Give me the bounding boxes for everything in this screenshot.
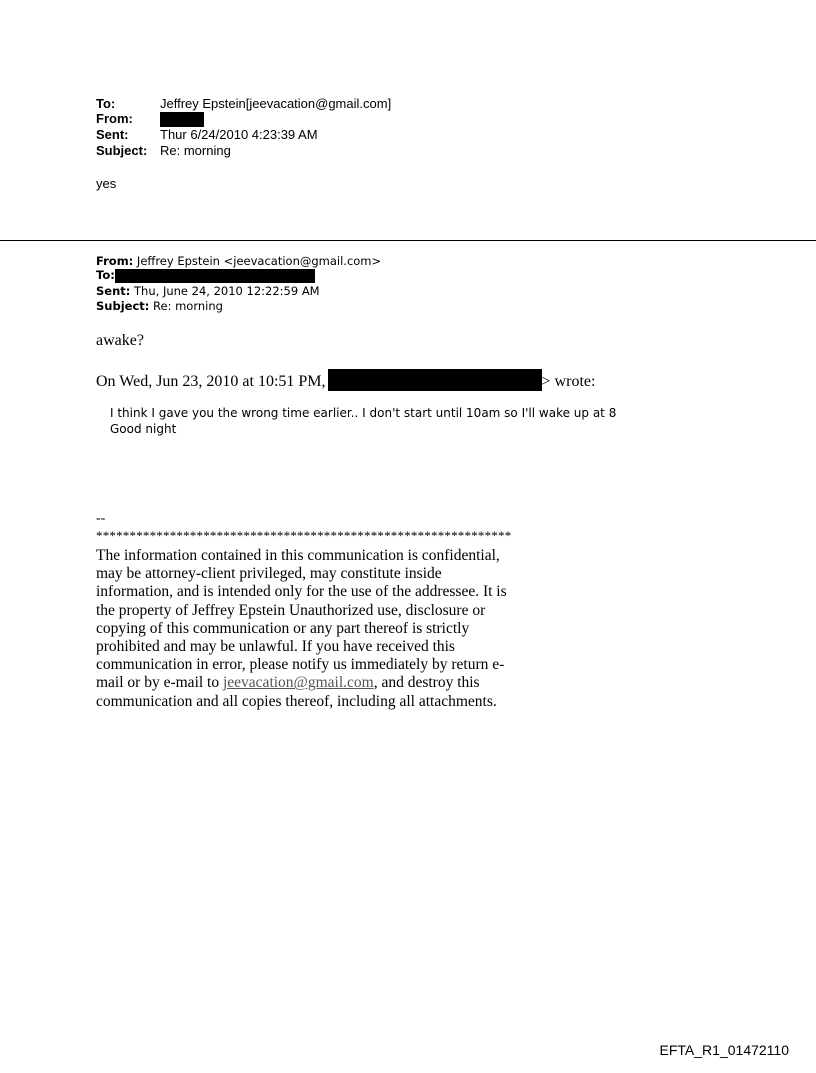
document-id: EFTA_R1_01472110 — [659, 1042, 789, 1058]
inner-subject-value: Re: morning — [149, 299, 223, 313]
outer-sent-label: Sent: — [96, 127, 129, 142]
redaction-block — [115, 269, 315, 283]
inner-to-label: To: — [96, 268, 115, 282]
inner-from-line — [96, 254, 381, 268]
outer-subject-value: Re: morning — [160, 143, 231, 158]
inner-subject-label: Subject: — [96, 299, 150, 313]
inner-to-line — [96, 268, 315, 283]
quoted-line: I think I gave you the wrong time earlier.. I don't start until 10am so I'll wake up at 8 — [110, 406, 617, 420]
outer-to-line — [96, 96, 391, 111]
inner-sent-value: Thu, June 24, 2010 12:22:59 AM — [130, 284, 320, 298]
outer-from-label: From: — [96, 111, 133, 126]
outer-body-text: yes — [96, 176, 117, 191]
inner-sent-line — [96, 284, 320, 298]
outer-to-value: Jeffrey Epstein[jeevacation@gmail.com] — [160, 96, 392, 111]
quote-intro — [96, 369, 595, 391]
redaction-block — [328, 369, 542, 391]
quoted-message — [110, 405, 616, 437]
signature-stars: ************************************************************** — [96, 528, 512, 543]
disclaimer-email-link[interactable]: jeevacation@gmail.com — [222, 674, 374, 692]
inner-subject-line — [96, 299, 223, 313]
quote-intro-prefix: On Wed, Jun 23, 2010 at 10:51 PM, — [96, 373, 326, 390]
disclaimer-text-part2: , and destroy this communication and all copies thereof, including all attachments. — [96, 674, 497, 710]
inner-from-value: Jeffrey Epstein <jeevacation@gmail.com> — [133, 254, 382, 268]
separator-line — [0, 240, 816, 241]
outer-sent-line — [96, 127, 318, 142]
outer-subject-line — [96, 143, 231, 158]
quoted-line: Good night — [110, 422, 177, 436]
disclaimer-text-part1: The information contained in this communication is confidential, may be attorney-client privileged, may constitute inside information, and is intended only for the use of the addressee. It is the property of Jeffrey Epstein Unauthorized use, disclosure or copying of this communication or any part thereof is strictly prohibited and may be unlawful. If you have received this communication in error, please notify us immediately by return e-mail or by e-mail to — [96, 547, 507, 692]
quote-intro-suffix: > wrote: — [541, 373, 596, 390]
inner-from-label: From: — [96, 254, 134, 268]
confidentiality-disclaimer — [96, 547, 516, 711]
outer-sent-value: Thur 6/24/2010 4:23:39 AM — [160, 127, 318, 142]
outer-to-label: To: — [96, 96, 116, 111]
signature-dash: -- — [96, 511, 106, 526]
redaction-block — [160, 112, 204, 127]
inner-body-text: awake? — [96, 332, 144, 349]
outer-subject-label: Subject: — [96, 143, 148, 158]
inner-sent-label: Sent: — [96, 284, 131, 298]
outer-from-line — [96, 111, 204, 127]
